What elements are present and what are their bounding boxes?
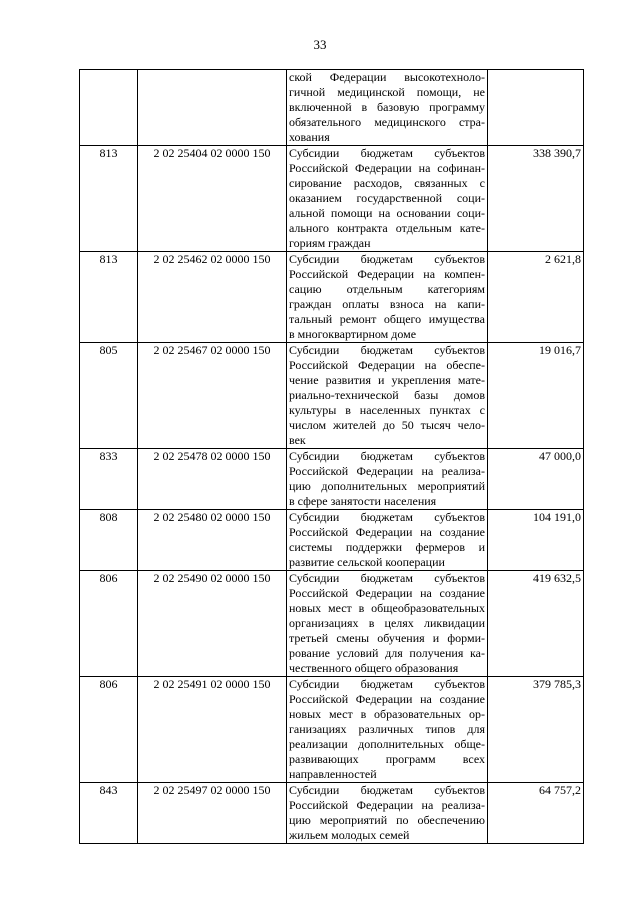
description-line: Российской Федерации на компен- — [289, 267, 485, 281]
description-cell — [287, 571, 488, 677]
description-line: Субсидии бюджетам субъектов — [289, 571, 485, 585]
description-line: Субсидии бюджетам субъектов — [289, 677, 485, 691]
amount-cell: 104 191,0 — [488, 510, 584, 571]
budget-code-cell: 2 02 25478 02 0000 150 — [138, 449, 287, 510]
description-line: новых мест в образовательных ор- — [289, 707, 485, 721]
description-line: включенной в базовую программу — [289, 100, 485, 114]
table-row — [80, 146, 584, 252]
description-line: век — [289, 433, 306, 447]
description-cell — [287, 70, 488, 146]
description-line: граждан оплаты взноса на капи- — [289, 297, 485, 311]
description-line: альной помощи на основании соци- — [289, 206, 485, 220]
admin-code-cell — [80, 70, 138, 146]
admin-code-cell: 805 — [80, 343, 138, 449]
table-row — [80, 783, 584, 844]
description-line: ской Федерации высокотехноло- — [289, 70, 485, 84]
description-line: в сфере занятости населения — [289, 494, 437, 508]
table-row — [80, 571, 584, 677]
description-line: организациях в целях ликвидации — [289, 616, 485, 630]
description-line: обязательного медицинского стра- — [289, 115, 485, 129]
table-row — [80, 343, 584, 449]
description-cell — [287, 783, 488, 844]
amount-cell: 2 621,8 — [488, 252, 584, 343]
description-line: цию мероприятий по обеспечению — [289, 813, 485, 827]
amount-cell: 419 632,5 — [488, 571, 584, 677]
admin-code-cell: 806 — [80, 571, 138, 677]
description-line: Субсидии бюджетам субъектов — [289, 343, 485, 357]
budget-code-cell: 2 02 25462 02 0000 150 — [138, 252, 287, 343]
description-line: цию дополнительных мероприятий — [289, 479, 485, 493]
description-line: реализации дополнительных обще- — [289, 737, 485, 751]
amount-cell — [488, 70, 584, 146]
description-line: направленностей — [289, 767, 377, 781]
description-line: ганизациях различных типов для — [289, 722, 485, 736]
admin-code-cell: 833 — [80, 449, 138, 510]
description-line: жильем молодых семей — [289, 828, 410, 842]
description-line: Российской Федерации на реализа- — [289, 798, 485, 812]
budget-code-cell — [138, 70, 287, 146]
budget-code-cell: 2 02 25467 02 0000 150 — [138, 343, 287, 449]
description-line: Субсидии бюджетам субъектов — [289, 449, 485, 463]
description-line: системы поддержки фермеров и — [289, 540, 485, 554]
description-line: ального контракта отдельным кате- — [289, 221, 485, 235]
description-line: Российской Федерации на софинан- — [289, 161, 485, 175]
description-line: риально-технической базы домов — [289, 388, 485, 402]
description-line: чественного общего образования — [289, 661, 459, 675]
budget-code-cell: 2 02 25491 02 0000 150 — [138, 677, 287, 783]
admin-code-cell: 806 — [80, 677, 138, 783]
description-line: гориям граждан — [289, 236, 371, 250]
description-line: тальный ремонт общего имущества — [289, 312, 485, 326]
amount-cell: 19 016,7 — [488, 343, 584, 449]
description-cell — [287, 449, 488, 510]
description-line: Российской Федерации на реализа- — [289, 464, 485, 478]
budget-table — [79, 69, 584, 844]
description-line: культуры в населенных пунктах с — [289, 403, 485, 417]
description-cell — [287, 343, 488, 449]
table-row — [80, 510, 584, 571]
description-line: новых мест в общеобразовательных — [289, 601, 485, 615]
amount-cell: 64 757,2 — [488, 783, 584, 844]
admin-code-cell: 813 — [80, 146, 138, 252]
description-line: третьей смены обучения и форми- — [289, 631, 485, 645]
description-line: Российской Федерации на создание — [289, 692, 485, 706]
table-row — [80, 677, 584, 783]
amount-cell: 379 785,3 — [488, 677, 584, 783]
description-line: чение развития и укрепления мате- — [289, 373, 485, 387]
description-line: оказанием государственной соци- — [289, 191, 485, 205]
amount-cell: 338 390,7 — [488, 146, 584, 252]
description-line: хования — [289, 130, 330, 144]
description-cell — [287, 510, 488, 571]
description-line: Субсидии бюджетам субъектов — [289, 252, 485, 266]
description-line: Российской Федерации на создание — [289, 586, 485, 600]
page-number: 33 — [313, 37, 327, 52]
description-line: развивающих программ всех — [289, 752, 485, 766]
budget-code-cell: 2 02 25480 02 0000 150 — [138, 510, 287, 571]
table-body — [80, 70, 584, 844]
description-line: в многоквартирном доме — [289, 327, 417, 341]
description-line: развитие сельской кооперации — [289, 555, 445, 569]
table-row — [80, 70, 584, 146]
description-line: Субсидии бюджетам субъектов — [289, 783, 485, 797]
admin-code-cell: 813 — [80, 252, 138, 343]
description-cell — [287, 677, 488, 783]
budget-code-cell: 2 02 25404 02 0000 150 — [138, 146, 287, 252]
amount-cell: 47 000,0 — [488, 449, 584, 510]
table-row — [80, 449, 584, 510]
description-line: Российской Федерации на обеспе- — [289, 358, 485, 372]
admin-code-cell: 808 — [80, 510, 138, 571]
description-cell — [287, 252, 488, 343]
description-line: сирование расходов, связанных с — [289, 176, 485, 190]
budget-code-cell: 2 02 25497 02 0000 150 — [138, 783, 287, 844]
table-row — [80, 252, 584, 343]
description-line: Субсидии бюджетам субъектов — [289, 510, 485, 524]
budget-code-cell: 2 02 25490 02 0000 150 — [138, 571, 287, 677]
description-line: Субсидии бюджетам субъектов — [289, 146, 485, 160]
description-line: рование условий для получения ка- — [289, 646, 485, 660]
description-cell — [287, 146, 488, 252]
description-line: Российской Федерации на создание — [289, 525, 485, 539]
admin-code-cell: 843 — [80, 783, 138, 844]
description-line: сацию отдельным категориям — [289, 282, 485, 296]
description-line: гичной медицинской помощи, не — [289, 85, 485, 99]
description-line: числом жителей до 50 тысяч чело- — [289, 418, 485, 432]
